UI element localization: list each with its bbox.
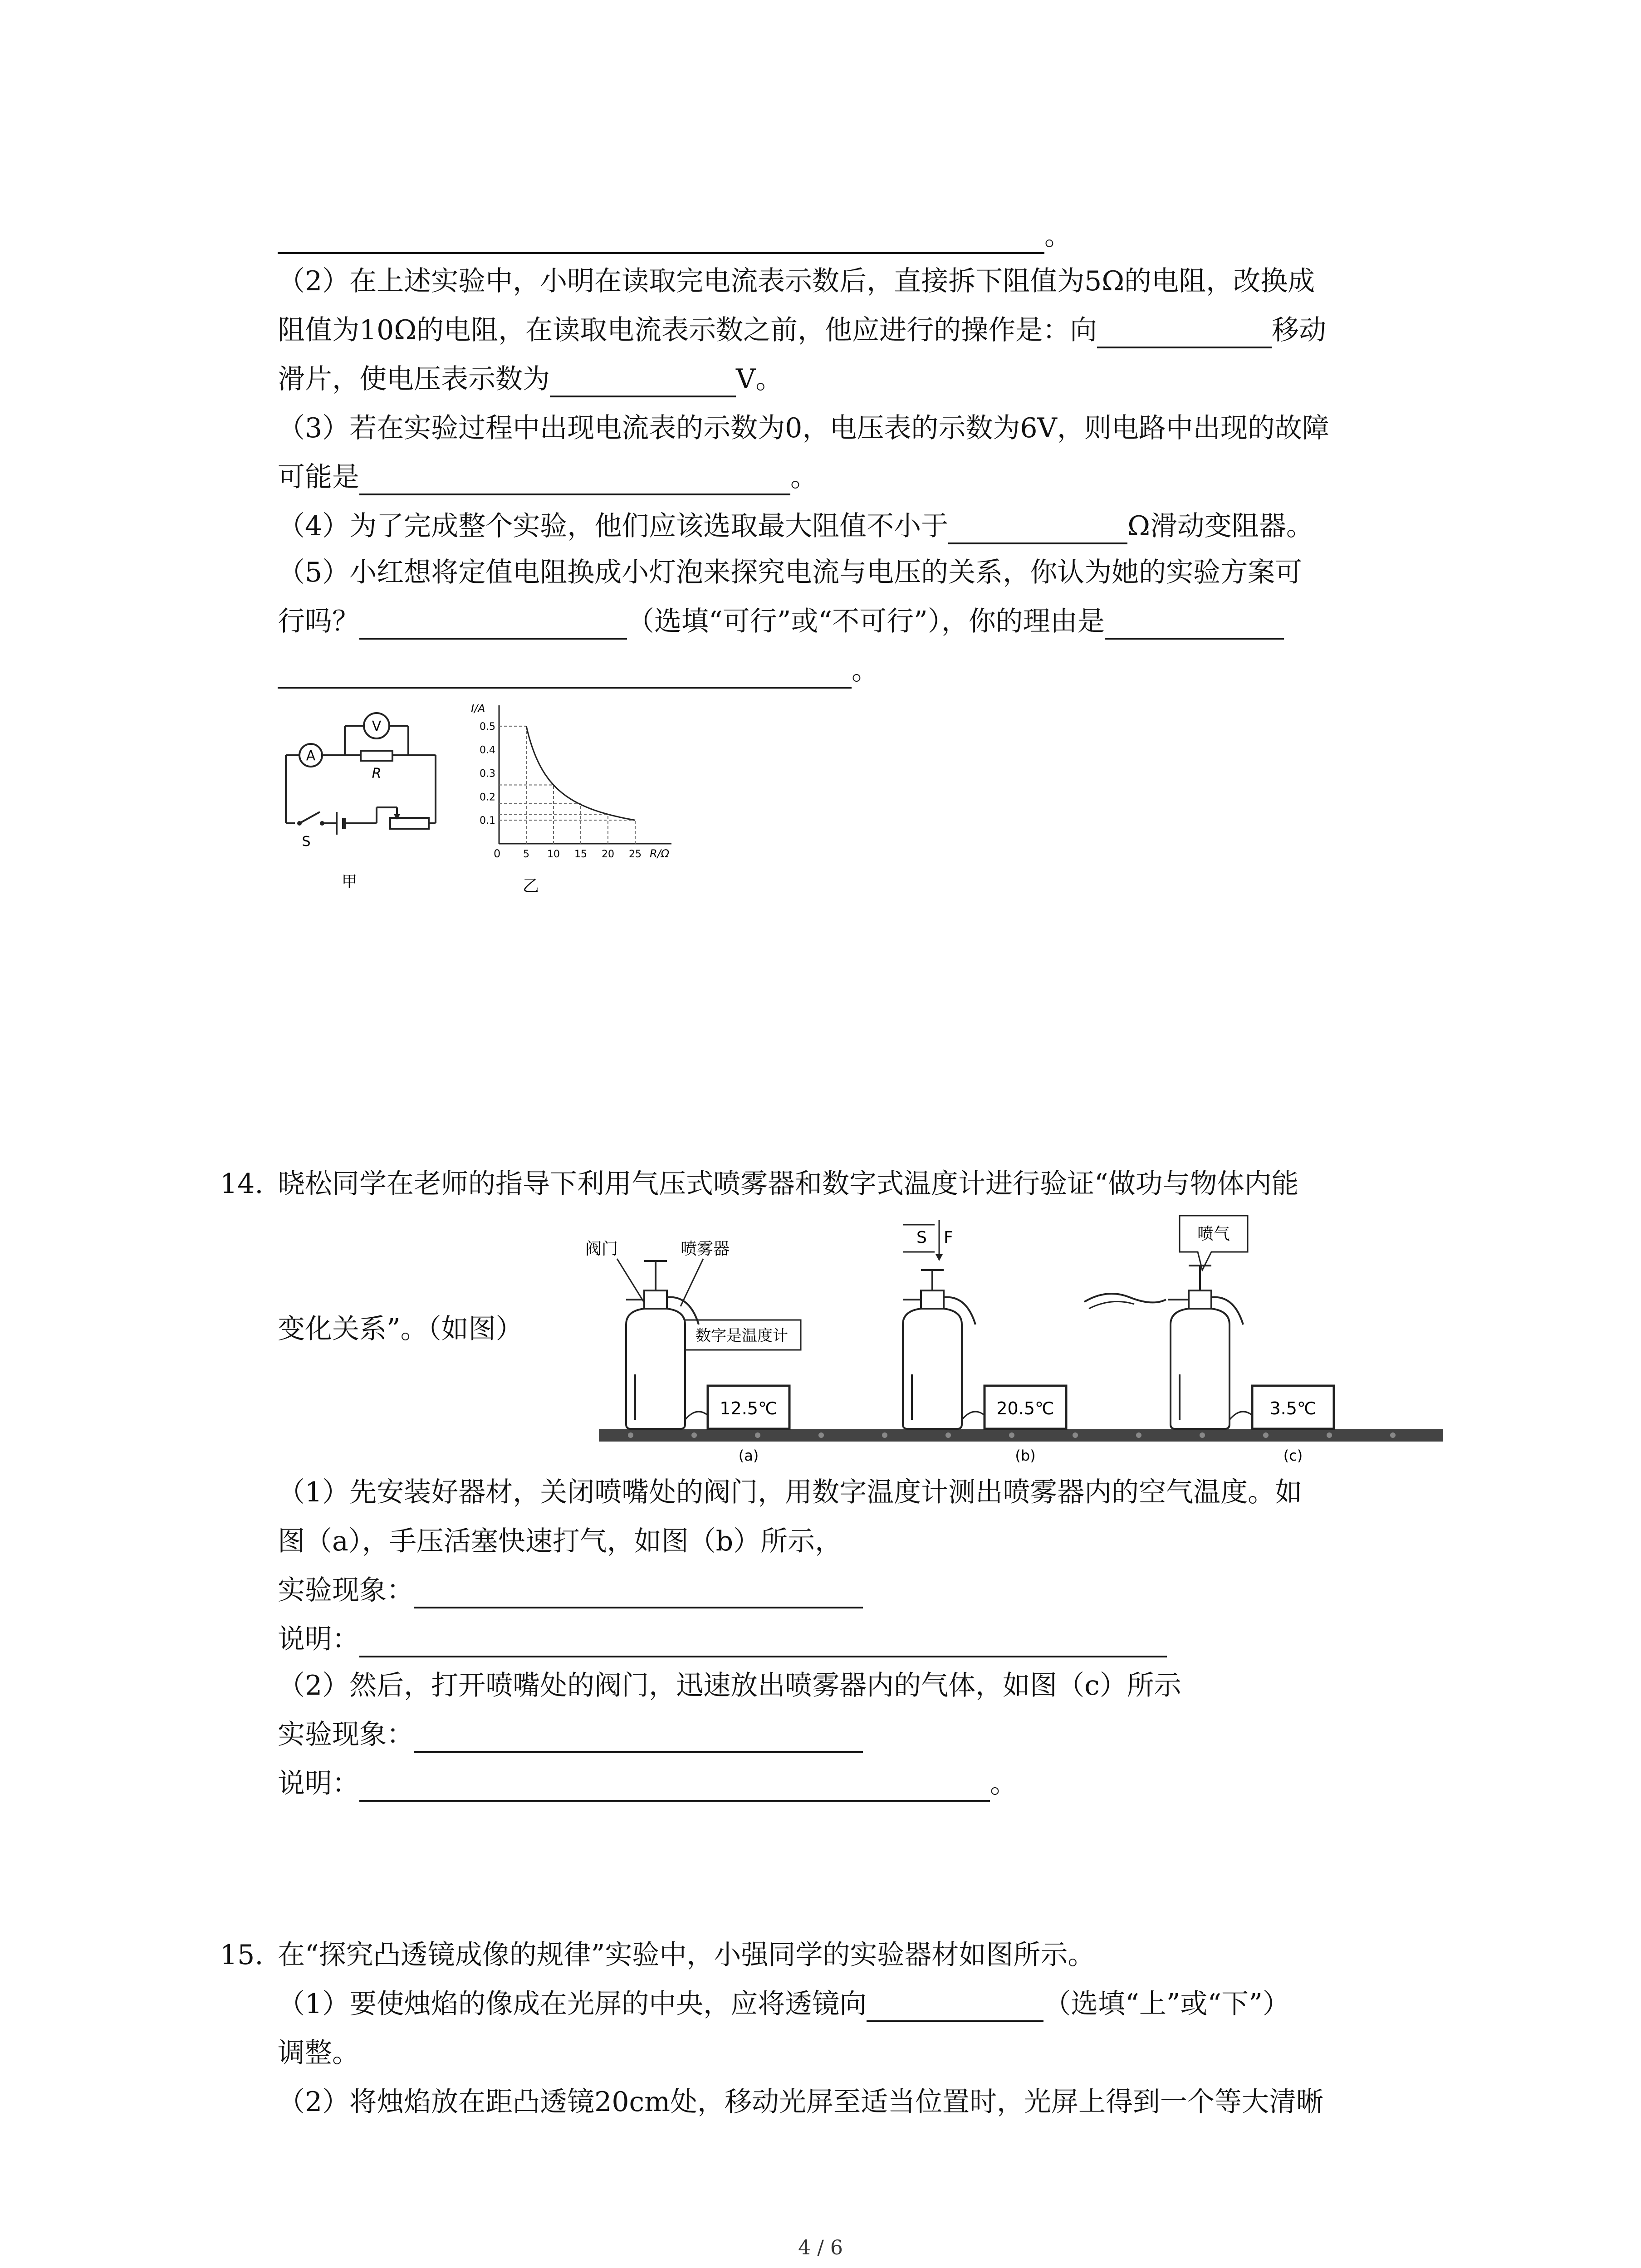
origin-label: 0	[494, 847, 501, 860]
bench	[599, 1429, 1443, 1442]
switch-label: S	[302, 834, 311, 850]
q15-number: 15.	[220, 1939, 264, 1971]
q14-part1-line2: 图（a），手压活塞快速打气，如图（b）所示，	[278, 1525, 843, 1557]
q13-continuation-line: 。	[278, 218, 1072, 254]
ammeter-label: A	[306, 748, 316, 764]
rheostat-icon	[390, 818, 429, 829]
answer-blank[interactable]	[359, 1768, 990, 1802]
x-tick-label: 10	[547, 849, 560, 860]
q14-phenomenon-1: 实验现象：	[278, 1572, 863, 1608]
answer-blank[interactable]	[359, 462, 790, 495]
caption-c: (c)	[1283, 1447, 1303, 1464]
q13-part2-line3: 滑片，使电压表示数为 V。	[278, 361, 783, 397]
caption-a: (a)	[738, 1447, 759, 1464]
q14-explain-2: 说明： 。	[278, 1765, 1017, 1802]
circuit-diagram-jia	[272, 701, 454, 891]
q13-part2-line2: 阻值为10Ω的电阻，在读取电流表示数之前，他应进行的操作是：向 移动	[278, 312, 1326, 348]
resistor-label: R	[372, 766, 382, 782]
q15-stem: 在“探究凸透镜成像的规律”实验中，小强同学的实验器材如图所示。	[278, 1939, 1095, 1971]
q14-number: 14.	[220, 1168, 264, 1200]
answer-blank[interactable]	[414, 1719, 863, 1753]
x-tick-label: 5	[523, 849, 529, 860]
q13-part3-line1: （3）若在实验过程中出现电流表的示数为0，电压表的示数为6V，则电路中出现的故障	[278, 412, 1329, 444]
answer-blank[interactable]	[278, 220, 1044, 254]
sprayer-c	[1168, 1266, 1243, 1429]
answer-blank[interactable]	[1097, 315, 1272, 348]
q13-part5-line1: （5）小红想将定值电阻换成小灯泡来探究电流与电压的关系，你认为她的实验方案可	[278, 557, 1303, 588]
label-thermometer: 数字是温度计	[696, 1327, 788, 1345]
y-axis-label: I/A	[471, 702, 485, 715]
label-valve: 阀门	[585, 1240, 618, 1258]
y-tick-label: 0.2	[480, 792, 495, 803]
label-f: F	[944, 1228, 953, 1247]
resistor-icon	[361, 751, 392, 761]
graph-yi	[463, 701, 690, 905]
x-axis-label: R/Ω	[650, 847, 670, 860]
y-tick-label: 0.1	[480, 815, 495, 827]
answer-blank[interactable]	[414, 1575, 863, 1608]
label-spray: 喷气	[1197, 1225, 1230, 1243]
figure-caption-yi: 乙	[522, 877, 539, 895]
q13-part3-line2: 可能是 。	[278, 459, 818, 495]
q13-part5-line2: 行吗？ （选填“可行”或“不可行”），你的理由是	[278, 603, 1284, 640]
x-tick-label: 25	[629, 849, 642, 860]
q13-part5-line3: 。	[278, 652, 879, 689]
graph-ticks	[480, 721, 642, 860]
answer-blank[interactable]	[359, 1624, 1167, 1657]
answer-blank[interactable]	[278, 655, 852, 689]
answer-blank[interactable]	[1105, 606, 1284, 640]
q15-part2: （2）将烛焰放在距凸透镜20cm处，移动光屏至适当位置时，光屏上得到一个等大清晰	[278, 2086, 1324, 2118]
y-tick-label: 0.4	[480, 744, 495, 756]
answer-blank[interactable]	[550, 364, 736, 397]
switch-icon	[299, 812, 320, 823]
x-tick-label: 20	[602, 849, 614, 860]
q14-part1-line1: （1）先安装好器材，关闭喷嘴处的阀门，用数字温度计测出喷雾器内的空气温度。如	[278, 1476, 1303, 1508]
y-tick-label: 0.3	[480, 768, 495, 780]
temp-reading-a: 12.5℃	[720, 1398, 778, 1418]
q14-part2: （2）然后，打开喷嘴处的阀门，迅速放出喷雾器内的气体，如图（c）所示	[278, 1670, 1181, 1701]
q13-part4: （4）为了完成整个实验，他们应该选取最大阻值不小于 Ω滑动变阻器。	[278, 508, 1313, 544]
temp-reading-c: 3.5℃	[1269, 1398, 1317, 1418]
q14-stem-line1: 晓松同学在老师的指导下利用气压式喷雾器和数字式温度计进行验证“做功与物体内能	[278, 1168, 1299, 1200]
graph-gridlines	[499, 726, 635, 844]
q14-stem-line2: 变化关系”。（如图）	[278, 1313, 523, 1345]
figure-caption-jia: 甲	[342, 873, 357, 891]
x-tick-label: 15	[574, 849, 587, 860]
sprayer-experiment-figure	[576, 1211, 1447, 1465]
label-sprayer: 喷雾器	[681, 1240, 730, 1258]
temp-reading-b: 20.5℃	[996, 1398, 1054, 1418]
answer-blank[interactable]	[948, 511, 1127, 544]
q14-phenomenon-2: 实验现象：	[278, 1716, 863, 1753]
q15-part1-line1: （1）要使烛焰的像成在光屏的中央，应将透镜向 （选填“上”或“下”）	[278, 1986, 1290, 2022]
sprayer-b	[903, 1270, 975, 1429]
gas-stream-icon	[1084, 1294, 1166, 1302]
q14-explain-1: 说明：	[278, 1621, 1167, 1657]
y-tick-label: 0.5	[480, 721, 495, 733]
answer-blank[interactable]	[867, 1989, 1043, 2022]
caption-b: (b)	[1015, 1447, 1036, 1464]
voltmeter-label: V	[372, 719, 382, 734]
label-s: S	[916, 1228, 927, 1247]
q13-part2-line1: （2）在上述实验中，小明在读取完电流表示数后，直接拆下阻值为5Ω的电阻，改换成	[278, 265, 1315, 297]
page-number: 4 / 6	[798, 2236, 843, 2259]
answer-blank[interactable]	[359, 606, 627, 640]
q15-part1-line2: 调整。	[278, 2037, 359, 2069]
